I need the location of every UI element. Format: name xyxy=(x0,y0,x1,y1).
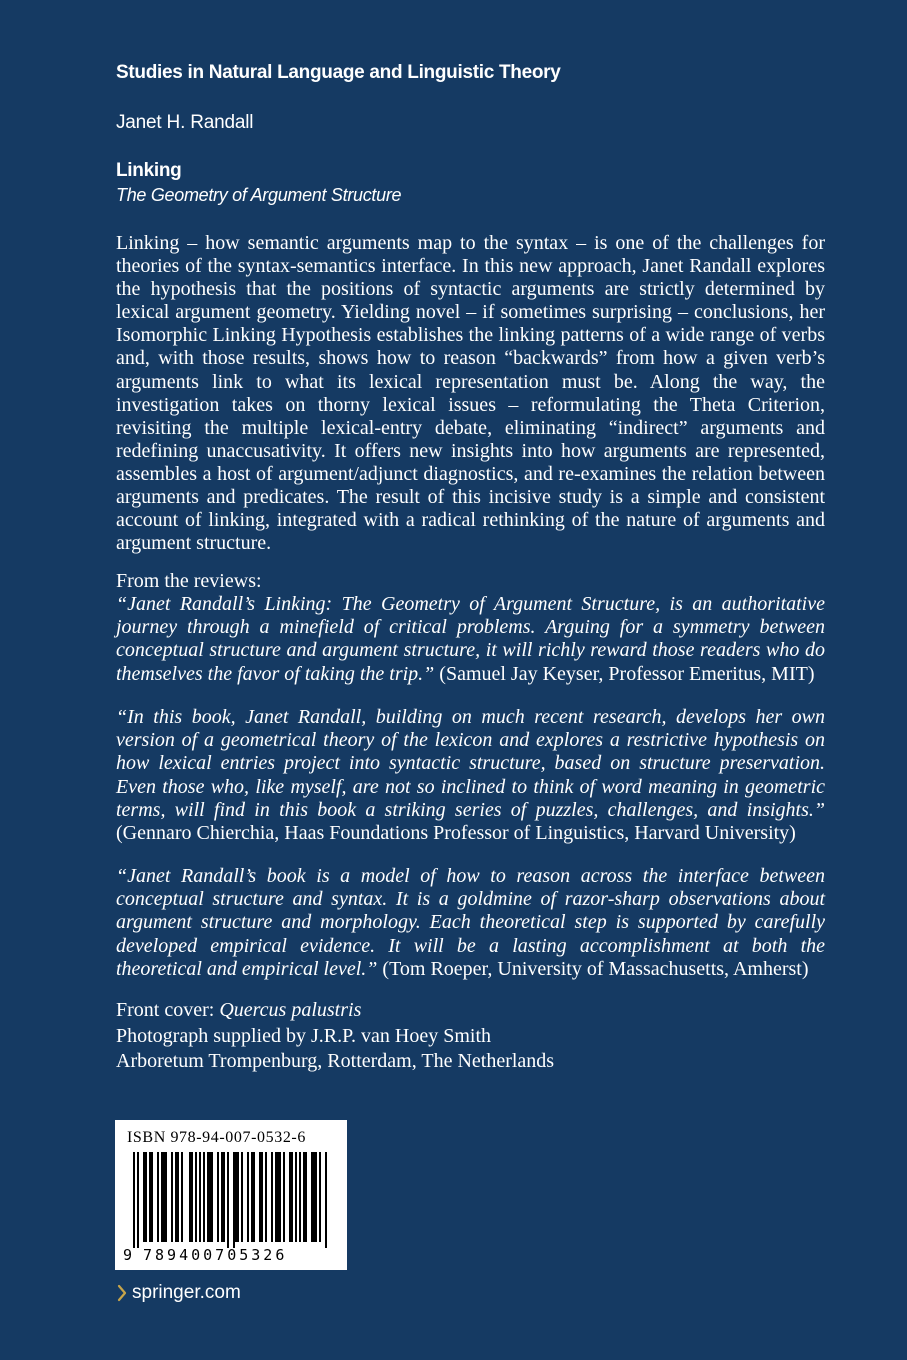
review-2 xyxy=(116,706,825,845)
review-quote: “In this book, Janet Randall, building on much recent research, develops her own version of a geometrical theory of the lexicon and explores a restrictive hypothesis on how lexical entries project into syntactic structure, based on structure preservation. Even those who, like myself, are not so inclined to think of word meaning in geometric terms, will find in this book a striking series of puzzles, challenges, and insights.” xyxy=(116,706,825,821)
review-source: (Gennaro Chierchia, Haas Foundations Professor of Linguistics, Harvard University) xyxy=(116,822,796,845)
barcode-bar xyxy=(165,1152,167,1242)
barcode-bar xyxy=(265,1152,267,1242)
author-name: Janet H. Randall xyxy=(116,112,254,133)
barcode-bar xyxy=(259,1152,261,1242)
barcode-bar xyxy=(253,1152,255,1242)
barcode-bar xyxy=(151,1152,153,1242)
barcode-bar xyxy=(251,1152,253,1242)
barcode-bar xyxy=(177,1152,179,1242)
book-subtitle: The Geometry of Argument Structure xyxy=(116,185,402,205)
publisher-website[interactable]: springer.com xyxy=(132,1282,241,1303)
barcode-bar xyxy=(171,1152,173,1242)
front-cover-credit xyxy=(116,998,554,1024)
photo-credit: Photograph supplied by J.R.P. van Hoey Smith xyxy=(116,1024,492,1047)
barcode-bar xyxy=(137,1152,139,1248)
reviews-heading: From the reviews: xyxy=(116,570,262,592)
barcode-bar xyxy=(227,1152,229,1248)
barcode-bar xyxy=(145,1152,147,1242)
barcode-bar xyxy=(217,1152,219,1242)
barcode-bar xyxy=(299,1152,301,1242)
front-cover-species: Quercus palustris xyxy=(219,999,362,1021)
barcode-bar xyxy=(313,1152,315,1242)
front-cover-label: Front cover: xyxy=(116,999,220,1021)
review-source: (Tom Roeper, University of Massachusetts, Amherst) xyxy=(377,957,809,980)
series-title: Studies in Natural Language and Linguistic Theory xyxy=(116,62,561,83)
chevron-right-icon xyxy=(116,1283,128,1303)
barcode-bar xyxy=(207,1152,209,1242)
barcode-bar xyxy=(233,1152,235,1248)
barcode-bar xyxy=(199,1152,201,1242)
isbn-number: ISBN 978-94-007-0532-6 xyxy=(127,1129,306,1146)
barcode-bar xyxy=(237,1152,239,1242)
barcode-bar xyxy=(305,1152,307,1242)
barcode-bar xyxy=(157,1152,159,1242)
barcode-bar xyxy=(209,1152,211,1242)
barcode-bar xyxy=(143,1152,145,1242)
ean-first-digit: 9 xyxy=(123,1246,136,1264)
barcode-bar xyxy=(149,1152,151,1242)
review-source: (Samuel Jay Keyser, Professor Emeritus, MIT) xyxy=(434,662,815,685)
barcode-bar xyxy=(261,1152,263,1242)
barcode-bar xyxy=(319,1152,321,1242)
review-quote: “Janet Randall’s Linking: The Geometry of Argument Structure, is an authoritative journey through a minefield of critical problems. Arguing for a symmetry between conceptual structure and argument structure, it will richly reward those readers who do themselves the favor of taking the trip.” xyxy=(116,593,825,685)
barcode-bar xyxy=(325,1152,327,1248)
location-credit: Arboretum Trompenburg, Rotterdam, The Netherlands xyxy=(116,1050,555,1072)
barcode-bar xyxy=(191,1152,193,1242)
barcode-bar xyxy=(283,1152,285,1242)
barcode-bar xyxy=(315,1152,317,1242)
barcode-bar xyxy=(275,1152,277,1242)
barcode-bar xyxy=(161,1152,163,1242)
barcode-bar xyxy=(289,1152,291,1242)
barcode-bar xyxy=(303,1152,305,1242)
barcode-bar xyxy=(133,1152,135,1248)
barcode-bar xyxy=(279,1152,281,1242)
ean-remaining-digits: 789400705326 xyxy=(143,1246,288,1264)
cover-credits xyxy=(116,998,554,1075)
book-blurb: Linking – how semantic arguments map to the syntax – is one of the challenges for theories of the syntax-semantics interface. In this new approach, Janet Randall explores the hypothesis that the positions of syntactic arguments are strictly determined by lexical argument geometry. Yielding novel – if sometimes surprising – conclusions, her Isomorphic Linking Hypothesis establishes the linking patterns of a wide range of verbs and, with those results, shows how to reason “backwards” from how a given verb’s arguments link to what its lexical representation must be. Along the way, the investigation takes on thorny lexical issues – reformulating the Theta Criterion, revisiting the multiple lexical-entry debate, eliminating “indirect” arguments and redefining unaccusativity. It offers new insights into how arguments are represented, assembles a host of argument/adjunct diagnostics, and re-examines the relation between arguments and predicates. The result of this incisive study is a simple and consistent account of linking, integrated with a radical rethinking of the nature of arguments and argument structure. xyxy=(116,232,825,555)
barcode-panel xyxy=(115,1120,347,1270)
barcode-bar xyxy=(189,1152,191,1242)
barcode-bar xyxy=(211,1152,213,1242)
barcode-bar xyxy=(163,1152,165,1242)
barcode-bar xyxy=(311,1152,313,1242)
barcode-bar xyxy=(181,1152,183,1242)
barcode-bar xyxy=(221,1152,223,1242)
barcode-bar xyxy=(247,1152,249,1242)
review-quote: “Janet Randall’s book is a model of how to reason across the interface between conceptual structure and syntax. It is a goldmine of razor-sharp observations about argument structure and morphology. Each theoretical step is supported by carefully developed empirical evidence. It will be a lasting accomplishment at both the theoretical and empirical level.” xyxy=(116,865,825,980)
barcode-bar xyxy=(271,1152,273,1242)
review-3 xyxy=(116,865,825,981)
review-1 xyxy=(116,593,825,686)
barcode-bar xyxy=(175,1152,177,1242)
barcode-bar xyxy=(277,1152,279,1242)
barcode-bar xyxy=(203,1152,205,1242)
barcode-bar xyxy=(291,1152,293,1242)
barcode-icon xyxy=(133,1152,331,1248)
barcode-bar xyxy=(195,1152,197,1242)
book-title: Linking xyxy=(116,160,182,181)
barcode-bar xyxy=(235,1152,237,1242)
barcode-bar xyxy=(223,1152,225,1242)
barcode-bar xyxy=(295,1152,297,1242)
publisher-link[interactable] xyxy=(116,1282,241,1304)
barcode-bar xyxy=(241,1152,243,1242)
